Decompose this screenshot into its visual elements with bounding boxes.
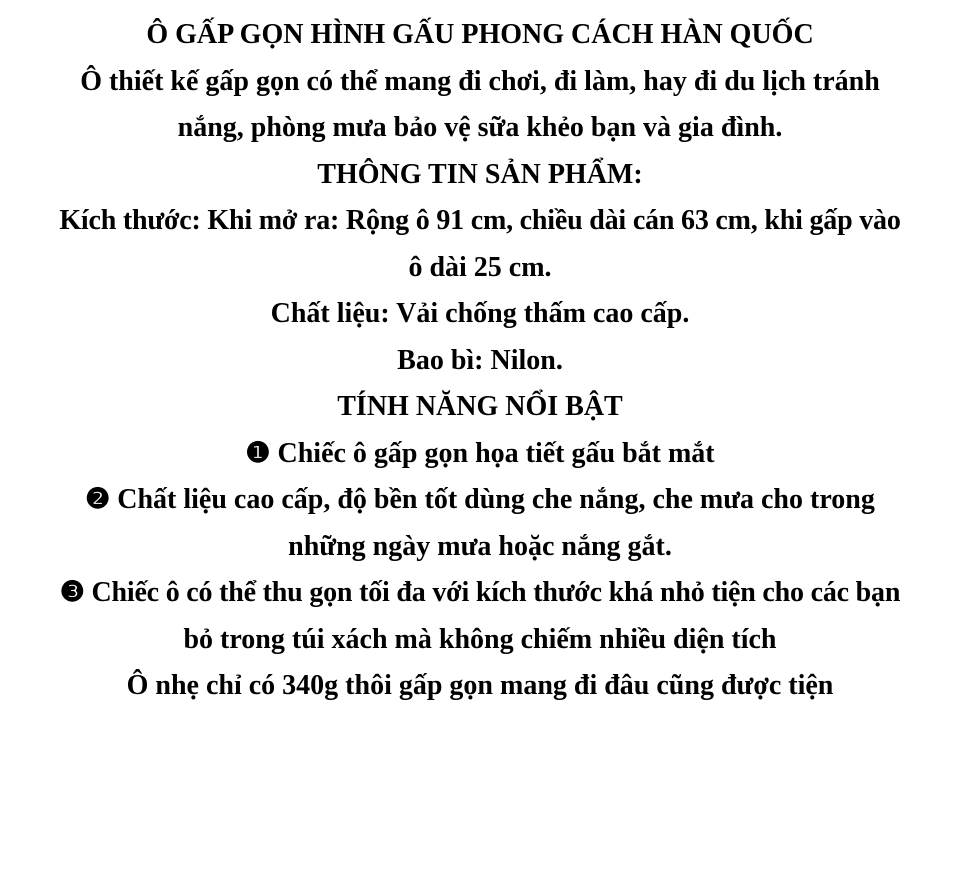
size-line-1: Kích thước: Khi mở ra: Rộng ô 91 cm, chiều dài cán 63 cm, khi gấp vào xyxy=(59,205,901,236)
feature-1: ❶ Chiếc ô gấp gọn họa tiết gấu bắt mắt xyxy=(245,437,715,469)
product-info-heading: THÔNG TIN SẢN PHẨM: xyxy=(317,158,643,190)
feature-3-line-2: bỏ trong túi xách mà không chiếm nhiều diện tích xyxy=(183,623,777,655)
intro-line-2: nắng, phòng mưa bảo vệ sữa khẻo bạn và gia đình. xyxy=(177,112,783,143)
features-heading: TÍNH NĂNG NỔI BẬT xyxy=(337,391,623,422)
document-title: Ô GẤP GỌN HÌNH GẤU PHONG CÁCH HÀN QUỐC xyxy=(146,19,814,50)
feature-3-line-1: ❸ Chiếc ô có thể thu gọn tối đa với kích thước khá nhỏ tiện cho các bạn xyxy=(59,577,901,608)
packaging-line: Bao bì: Nilon. xyxy=(397,344,563,376)
size-line-2: ô dài 25 cm. xyxy=(408,251,552,283)
material-line: Chất liệu: Vải chống thấm cao cấp. xyxy=(270,298,690,329)
feature-2-line-1: ❷ Chất liệu cao cấp, độ bền tốt dùng che nắng, che mưa cho trong xyxy=(85,484,875,515)
intro-line-1: Ô thiết kế gấp gọn có thể mang đi chơi, đi làm, hay đi du lịch tránh xyxy=(80,65,880,97)
feature-2-line-2: những ngày mưa hoặc nắng gắt. xyxy=(288,530,672,562)
weight-note: Ô nhẹ chỉ có 340g thôi gấp gọn mang đi đâu cũng được tiện xyxy=(126,670,834,701)
